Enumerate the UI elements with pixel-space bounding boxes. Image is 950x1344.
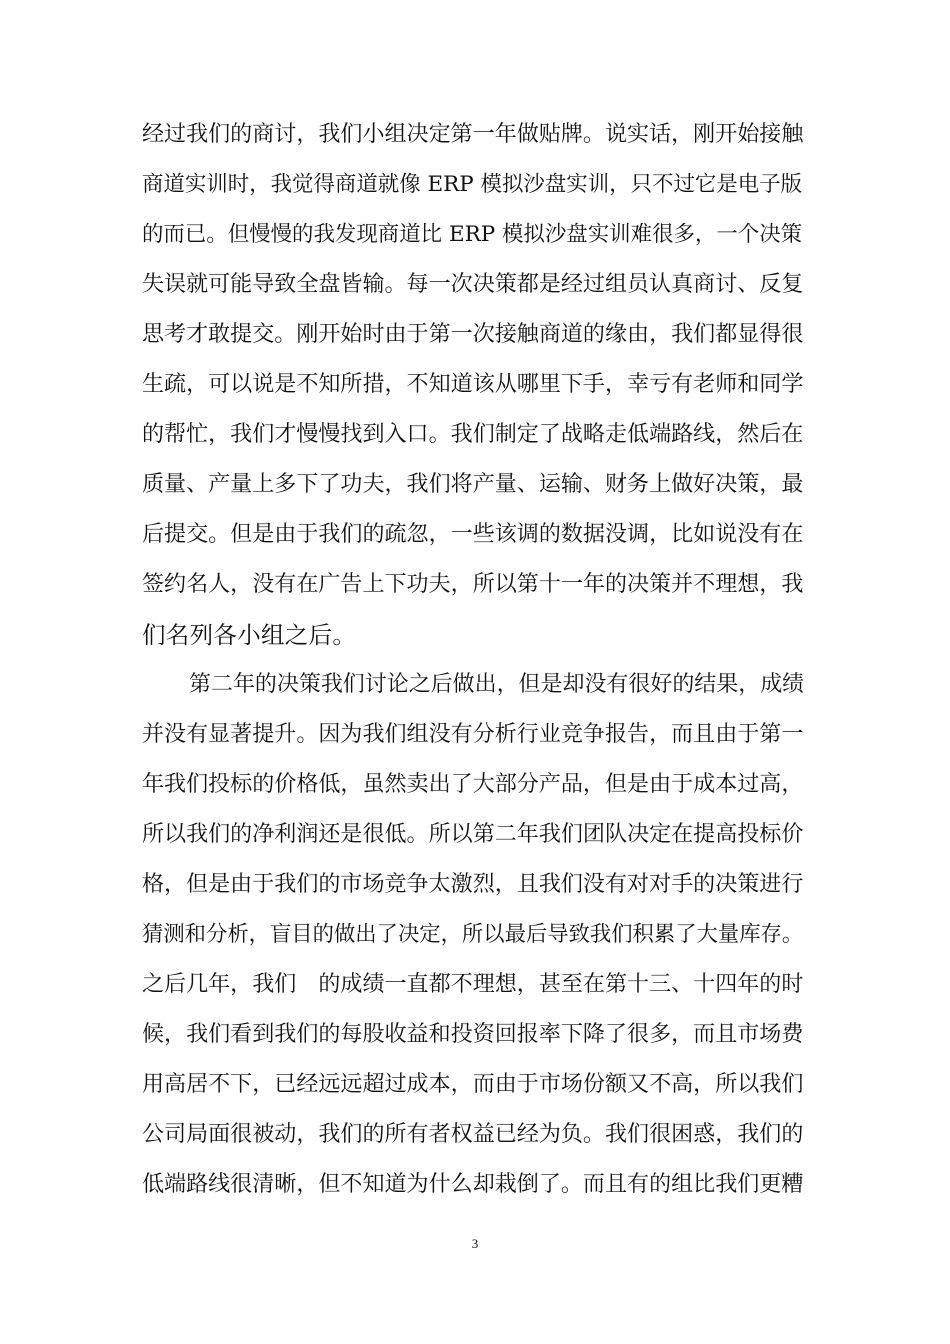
text-line: 用高居不下，已经远远超过成本，而由于市场份额又不高，所以我们 [142,1072,804,1097]
text-line: 签约名人，没有在广告上下功夫，所以第十一年的决策并不理想，我 [142,572,804,597]
text-line: 们名列各小组之后。 [142,621,357,649]
text-line: 猜测和分析，盲目的做出了决定，所以最后导致我们积累了大量库存。 [142,922,804,947]
text-line: 商道实训时，我觉得商道就像 ERP 模拟沙盘实训，只不过它是电子版 [142,172,803,197]
text-line: 第二年的决策我们讨论之后做出，但是却没有很好的结果，成绩 [189,672,805,697]
page-number: 3 [471,1236,479,1251]
text-line: 候，我们看到我们的每股收益和投资回报率下降了很多，而且市场费 [142,1022,804,1047]
text-line: 失误就可能导致全盘皆输。每一次决策都是经过组员认真商讨、反复 [142,272,804,297]
text-line: 低端路线很清晰，但不知道为什么却栽倒了。而且有的组比我们更糟 [142,1172,804,1197]
text-line: 年我们投标的价格低，虽然卖出了大部分产品，但是由于成本过高， [142,772,804,797]
text-line: 生疏，可以说是不知所措，不知道该从哪里下手，幸亏有老师和同学 [142,372,804,397]
text-line: 质量、产量上多下了功夫，我们将产量、运输、财务上做好决策，最 [142,472,804,497]
text-line: 经过我们的商讨，我们小组决定第一年做贴牌。说实话，刚开始接触 [142,122,804,147]
text-line: 公司局面很被动，我们的所有者权益已经为负。我们很困惑，我们的 [142,1122,804,1147]
text-line: 的帮忙，我们才慢慢找到入口。我们制定了战略走低端路线，然后在 [142,422,804,447]
text-line: 后提交。但是由于我们的疏忽，一些该调的数据没调，比如说没有在 [142,522,804,547]
text-line: 思考才敢提交。刚开始时由于第一次接触商道的缘由，我们都显得很 [142,322,804,347]
text-line: 所以我们的净利润还是很低。所以第二年我们团队决定在提高投标价 [142,822,804,847]
text-line: 的而已。但慢慢的我发现商道比 ERP 模拟沙盘实训难很多，一个决策 [142,222,803,247]
text-line: 之后几年，我们 的成绩一直都不理想，甚至在第十三、十四年的时 [142,972,804,997]
text-line: 格，但是由于我们的市场竞争太激烈，且我们没有对对手的决策进行 [142,872,804,897]
text-line: 并没有显著提升。因为我们组没有分析行业竞争报告，而且由于第一 [142,722,804,747]
